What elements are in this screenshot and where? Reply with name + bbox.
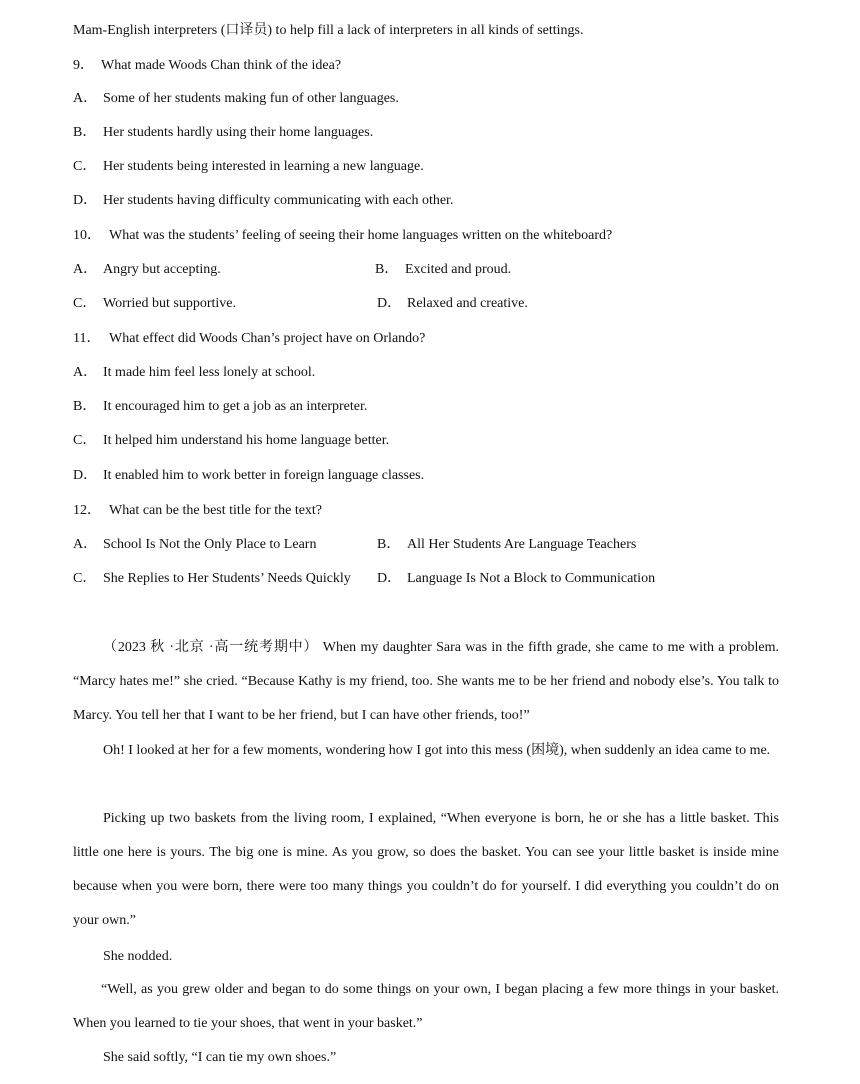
option-mark: B． <box>377 537 401 552</box>
option-mark: A． <box>73 91 98 106</box>
option-text: School Is Not the Only Place to Learn <box>103 537 317 552</box>
passage-paragraph-2: Oh! I looked at her for a few moments, wondering how I got into this mess (困境), when suddenly an idea came to me. <box>103 743 771 758</box>
option-text: She Replies to Her Students’ Needs Quickly <box>103 571 351 586</box>
option-text: It made him feel less lonely at school. <box>103 365 316 380</box>
option-text: Her students hardly using their home languages. <box>103 125 374 140</box>
option-12a[interactable] <box>73 536 316 554</box>
option-text: Relaxed and creative. <box>407 296 528 311</box>
option-text: Angry but accepting. <box>103 262 221 277</box>
option-9b[interactable] <box>73 124 373 142</box>
option-mark: C． <box>73 571 97 586</box>
question-9 <box>73 57 341 75</box>
option-mark: D． <box>377 296 402 311</box>
passage-paragraph-3: Picking up two baskets from the living room, I explained, “When everyone is born, he or she has a little basket. This little one here is yours. The big one is mine. As you grow, so does the basket. You can see your little basket is inside mine because when you were born, there were too many things you couldn’t do for yourself. I did everything you couldn’t do on your own.” <box>73 811 779 928</box>
option-text: Her students having difficulty communicating with each other. <box>103 193 454 208</box>
option-text: Worried but supportive. <box>103 296 237 311</box>
passage-paragraph-1 <box>73 631 779 733</box>
option-mark: A． <box>73 365 98 380</box>
option-mark: B． <box>375 262 399 277</box>
question-text: What can be the best title for the text? <box>109 503 323 518</box>
option-11d[interactable] <box>73 467 424 485</box>
option-12c[interactable] <box>73 570 351 588</box>
option-mark: B． <box>73 125 97 140</box>
option-mark: A． <box>73 537 98 552</box>
option-text: Her students being interested in learning a new language. <box>103 159 424 174</box>
question-10 <box>73 227 612 245</box>
option-12d[interactable] <box>377 570 655 588</box>
option-mark: A． <box>73 262 98 277</box>
option-9c[interactable] <box>73 158 424 176</box>
option-mark: C． <box>73 159 97 174</box>
option-text: It enabled him to work better in foreign language classes. <box>103 468 425 483</box>
question-text: What effect did Woods Chan’s project have on Orlando? <box>109 331 426 346</box>
passage-source: （2023 秋 ·北京 ·高一统考期中） <box>103 640 319 655</box>
option-mark: D． <box>73 193 98 208</box>
passage-paragraph-5: “Well, as you grew older and began to do some things on your own, I began placing a few more things in your basket. When you learned to tie your shoes, that went in your basket.” <box>73 982 779 1031</box>
question-text: What made Woods Chan think of the idea? <box>101 58 342 73</box>
option-text: It helped him understand his home language better. <box>103 433 390 448</box>
question-number: 11． <box>73 331 101 346</box>
option-text: Excited and proud. <box>405 262 512 277</box>
option-10b[interactable] <box>375 261 511 279</box>
option-text: It encouraged him to get a job as an interpreter. <box>103 399 368 414</box>
question-11 <box>73 330 425 348</box>
option-mark: C． <box>73 433 97 448</box>
question-number: 12． <box>73 503 101 518</box>
question-number: 10． <box>73 228 101 243</box>
passage-paragraph-6: She said softly, “I can tie my own shoes.” <box>103 1050 337 1065</box>
option-9d[interactable] <box>73 192 453 210</box>
question-12 <box>73 502 322 520</box>
option-11a[interactable] <box>73 364 315 382</box>
option-text: Some of her students making fun of other languages. <box>103 91 399 106</box>
option-10a[interactable] <box>73 261 221 279</box>
option-text: Language Is Not a Block to Communication <box>407 571 656 586</box>
option-10d[interactable] <box>377 295 528 313</box>
intro-tail: Mam-English interpreters (口译员) to help fill a lack of interpreters in all kinds of settings. <box>73 23 584 38</box>
option-mark: D． <box>377 571 402 586</box>
option-12b[interactable] <box>377 536 636 554</box>
paragraph-text: When my daughter Sara was in the fifth grade, she came to me with a problem. “Marcy hates me!” she cried. “Because Kathy is my friend, too. She wants me to be her friend and nobody else’s. You talk to Marcy. You tell her that I want to be her friend, but I can have other friends, too!” <box>73 640 780 723</box>
option-text: All Her Students Are Language Teachers <box>407 537 637 552</box>
option-11c[interactable] <box>73 432 389 450</box>
question-text: What was the students’ feeling of seeing their home languages written on the whiteboard? <box>109 228 613 243</box>
question-number: 9． <box>73 58 94 73</box>
option-11b[interactable] <box>73 398 367 416</box>
option-mark: D． <box>73 468 98 483</box>
option-10c[interactable] <box>73 295 236 313</box>
passage-paragraph-4: She nodded. <box>103 949 173 964</box>
option-mark: B． <box>73 399 97 414</box>
option-mark: C． <box>73 296 97 311</box>
option-9a[interactable] <box>73 90 399 108</box>
